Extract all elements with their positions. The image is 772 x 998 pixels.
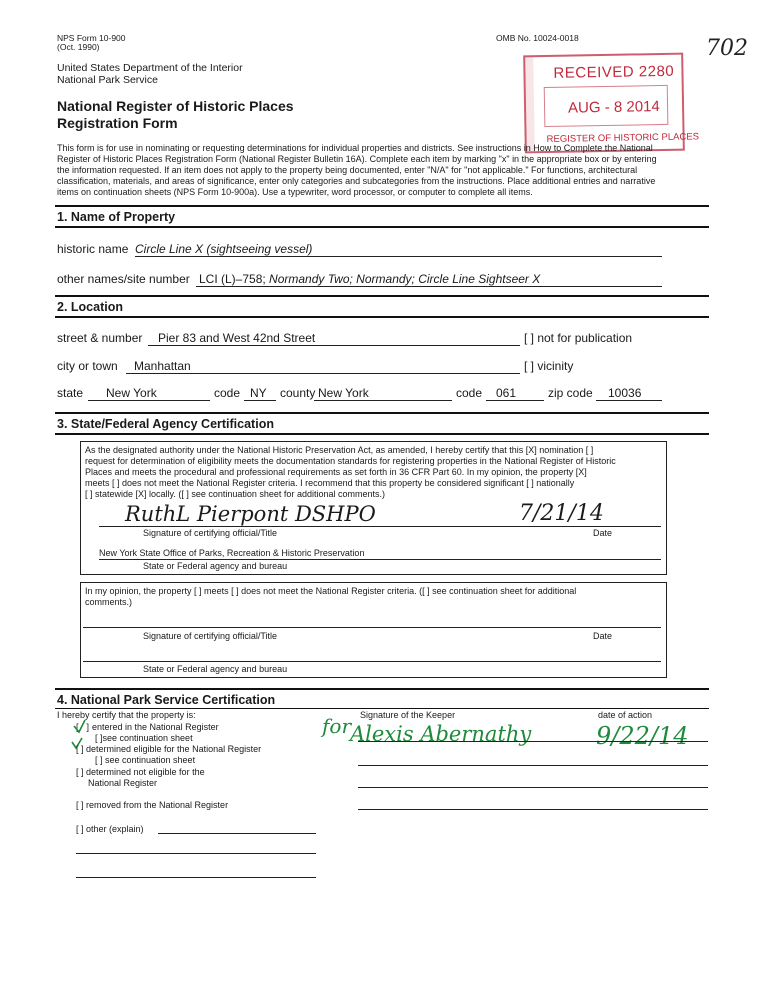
county-code-label: code xyxy=(456,386,483,400)
form-subtitle: Registration Form xyxy=(57,115,178,131)
section-2-heading: 2. Location xyxy=(57,300,123,314)
option-entered-sub: [ ]see continuation sheet xyxy=(95,733,193,743)
code-field xyxy=(244,386,276,401)
received-stamp xyxy=(523,53,700,154)
instructions-line-1: This form is for use in nominating or requesting determinations for individual properties and districts. See instructions in How to Complete the National xyxy=(57,143,653,153)
opinion-line-1: In my opinion, the property [ ] meets [ ] does not meet the National Register criteria. ([ ] see continuation sheet for additional xyxy=(85,586,577,596)
cert-line-4: meets [ ] does not meet the National Register criteria. I recommend that this property be considered significant [ ] nationally xyxy=(85,478,575,488)
street-label: street & number xyxy=(57,331,143,345)
form-title: National Register of Historic Places xyxy=(57,98,294,114)
form-number: NPS Form 10-900 xyxy=(57,33,126,43)
section-divider xyxy=(55,433,709,435)
section-divider xyxy=(55,205,709,207)
cert-line-2: request for determination of eligibility meets the documentation standards for registering properties in the National Register of Historic xyxy=(85,456,616,466)
section-divider xyxy=(55,688,709,690)
historic-name-value: Circle Line X (sightseeing vessel) xyxy=(135,242,313,256)
other-explain-line xyxy=(76,877,316,878)
historic-name-field xyxy=(135,242,662,257)
section-1-heading: 1. Name of Property xyxy=(57,210,176,224)
opinion-agency-label: State or Federal agency and bureau xyxy=(143,664,288,674)
keeper-label: Signature of the Keeper xyxy=(360,710,456,720)
service: National Park Service xyxy=(57,74,158,86)
page-note-handwritten: 702 xyxy=(706,36,748,61)
form-date: (Oct. 1990) xyxy=(57,42,100,52)
date-label: Date xyxy=(593,528,613,538)
historic-name-label: historic name xyxy=(57,242,129,256)
agency-label: State or Federal agency and bureau xyxy=(143,561,288,571)
certifying-date: 7/21/14 xyxy=(519,501,604,526)
opinion-box xyxy=(80,582,667,678)
option-other: [ ] other (explain) xyxy=(76,824,144,834)
action-date-label: date of action xyxy=(598,710,653,720)
department: United States Department of the Interior xyxy=(57,62,243,74)
not-for-publication: [ ] not for publication xyxy=(524,331,633,345)
other-explain-line xyxy=(158,833,316,834)
instructions-line-5: items on continuation sheets (NPS Form 10-900a). Use a typewriter, word processor, or computer to complete all items. xyxy=(57,187,533,197)
other-names-field xyxy=(196,272,662,287)
agency-value: New York State Office of Parks, Recreation & Historic Preservation xyxy=(99,548,365,558)
action-date: 9/22/14 xyxy=(596,722,689,750)
other-names-plain: LCI (L)–758; xyxy=(199,272,270,286)
section-divider xyxy=(55,226,709,228)
other-names-label: other names/site number xyxy=(57,272,190,286)
vicinity: [ ] vicinity xyxy=(524,359,574,373)
county-label: county xyxy=(280,386,316,400)
county-field xyxy=(314,386,452,401)
state-value: New York xyxy=(106,386,157,400)
opinion-line-2: comments.) xyxy=(85,597,133,607)
county-value: New York xyxy=(318,386,369,400)
city-field xyxy=(126,359,520,374)
option-eligible: [ ] determined eligible for the National Register xyxy=(76,744,262,754)
instructions-line-4: classification, materials, and areas of significance, enter only categories and subcategories from the instructions. Place additional entries and narrative xyxy=(57,176,656,186)
keeper-line xyxy=(358,809,708,810)
option-not-eligible: [ ] determined not eligible for the xyxy=(76,767,205,777)
city-label: city or town xyxy=(57,359,118,373)
signature-label: Signature of certifying official/Title xyxy=(143,528,278,538)
opinion-date-label: Date xyxy=(593,631,613,641)
stamp-received: RECEIVED 2280 xyxy=(553,62,675,82)
keeper-for-handwritten: for xyxy=(322,714,352,738)
signature-line xyxy=(99,526,661,527)
city-value: Manhattan xyxy=(134,359,191,373)
keeper-signature: Alexis Abernathy xyxy=(350,722,532,746)
section-divider xyxy=(55,316,709,318)
section-divider xyxy=(55,708,709,709)
other-names-italic: Normandy Two; Normandy; Circle Line Sightseer X xyxy=(269,272,541,286)
omb-number: OMB No. 10024-0018 xyxy=(496,33,579,43)
cert-line-5: [ ] statewide [X] locally. ([ ] see continuation sheet for additional comments.) xyxy=(85,489,385,499)
opinion-signature-line xyxy=(83,627,661,628)
option-eligible-sub: [ ] see continuation sheet xyxy=(95,755,196,765)
code-label: code xyxy=(214,386,241,400)
state-field xyxy=(88,386,210,401)
street-field xyxy=(148,331,520,346)
state-label: state xyxy=(57,386,84,400)
keeper-line xyxy=(358,787,708,788)
other-explain-line xyxy=(76,853,316,854)
state-certification-box xyxy=(80,441,667,575)
cert-line-1: As the designated authority under the National Historic Preservation Act, as amended, I hereby certify that this [X] nomination [ ] xyxy=(85,445,594,455)
stamp-date: AUG - 8 2014 xyxy=(567,98,660,117)
nps-intro: I hereby certify that the property is: xyxy=(57,710,196,720)
keeper-line xyxy=(358,741,708,742)
zip-value: 10036 xyxy=(608,386,642,400)
cert-line-3: Places and meets the procedural and professional requirements as set forth in 36 CFR Part 60. In my opinion, the property [X] xyxy=(85,467,587,477)
code-value: NY xyxy=(250,386,267,400)
opinion-agency-line xyxy=(83,661,661,662)
section-3-heading: 3. State/Federal Agency Certification xyxy=(57,417,274,431)
option-entered-checkbox: [ ] xyxy=(76,722,90,732)
option-removed: [ ] removed from the National Register xyxy=(76,800,229,810)
county-code-value: 061 xyxy=(496,386,517,400)
stamp-register: REGISTER OF HISTORIC PLACES xyxy=(546,131,700,146)
keeper-line xyxy=(358,765,708,766)
zip-field xyxy=(596,386,662,401)
agency-line xyxy=(99,559,661,560)
section-divider xyxy=(55,295,709,297)
instructions-line-3: the information requested. If an item does not apply to the property being documented, enter "N/A" for "not applicable." For functions, architectural xyxy=(57,165,638,175)
option-entered: entered in the National Register xyxy=(92,722,219,732)
opinion-signature-label: Signature of certifying official/Title xyxy=(143,631,278,641)
instructions-line-2: Register of Historic Places Registration Form (National Register Bulletin 16A). Complete each item by marking "x" in the appropriate box or by entering xyxy=(57,154,657,164)
zip-label: zip code xyxy=(548,386,593,400)
county-code-field xyxy=(486,386,544,401)
section-4-heading: 4. National Park Service Certification xyxy=(57,693,276,707)
certifying-signature: RuthL Pierpont DSHPO xyxy=(125,502,376,526)
section-divider xyxy=(55,412,709,414)
option-not-eligible-cont: National Register xyxy=(88,778,158,788)
street-value: Pier 83 and West 42nd Street xyxy=(158,331,316,345)
